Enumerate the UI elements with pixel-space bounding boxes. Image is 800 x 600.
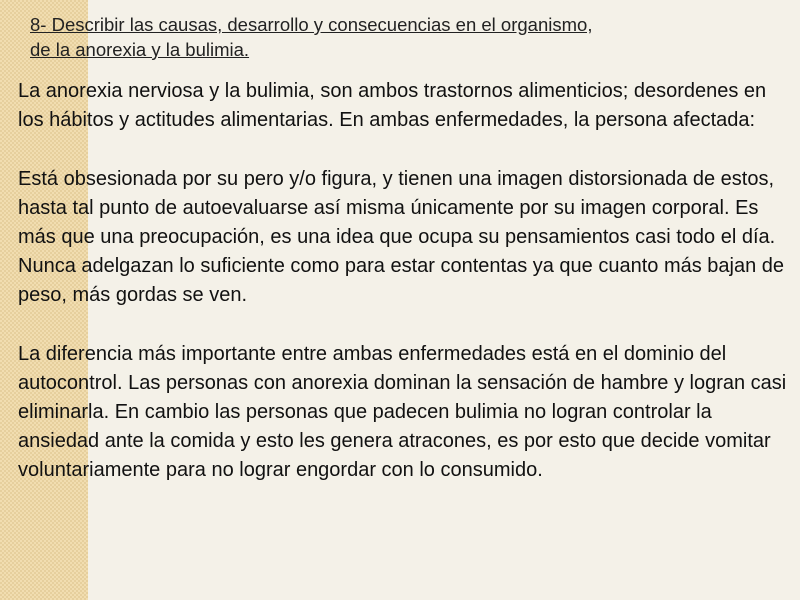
paragraph-differences: La diferencia más importante entre ambas enfermedades está en el dominio del autocontrol. Las personas con anorexia dominan la sensación de hambre y logran casi eliminarla. En cambio las personas que padecen bulimia no logran controlar la ansiedad ante la comida y esto les genera atracones, es por esto que decide vomitar voluntariamente para no lograr engordar con lo consumido. <box>18 343 787 481</box>
paragraph-intro: La anorexia nerviosa y la bulimia, son ambos trastornos alimenticios; desordenes en los hábitos y actitudes alimentarias. En ambas enfermedades, la persona afectada: <box>18 80 767 131</box>
slide-title <box>30 12 790 62</box>
slide-title-line-1: 8- Describir las causas, desarrollo y consecuencias en el organismo, <box>30 14 593 35</box>
paragraph-symptoms: Está obsesionada por su pero y/o figura, y tienen una imagen distorsionada de estos, hasta tal punto de autoevaluarse así misma únicamente por su imagen corporal. Es más que una preocupación, es una idea que ocupa su pensamientos casi todo el día. Nunca adelgazan lo suficiente como para estar contentas ya que cuanto más bajan de peso, más gordas se ven. <box>18 168 785 306</box>
slide-title-line-2: de la anorexia y la bulimia. <box>30 39 250 60</box>
slide-body <box>18 77 796 485</box>
